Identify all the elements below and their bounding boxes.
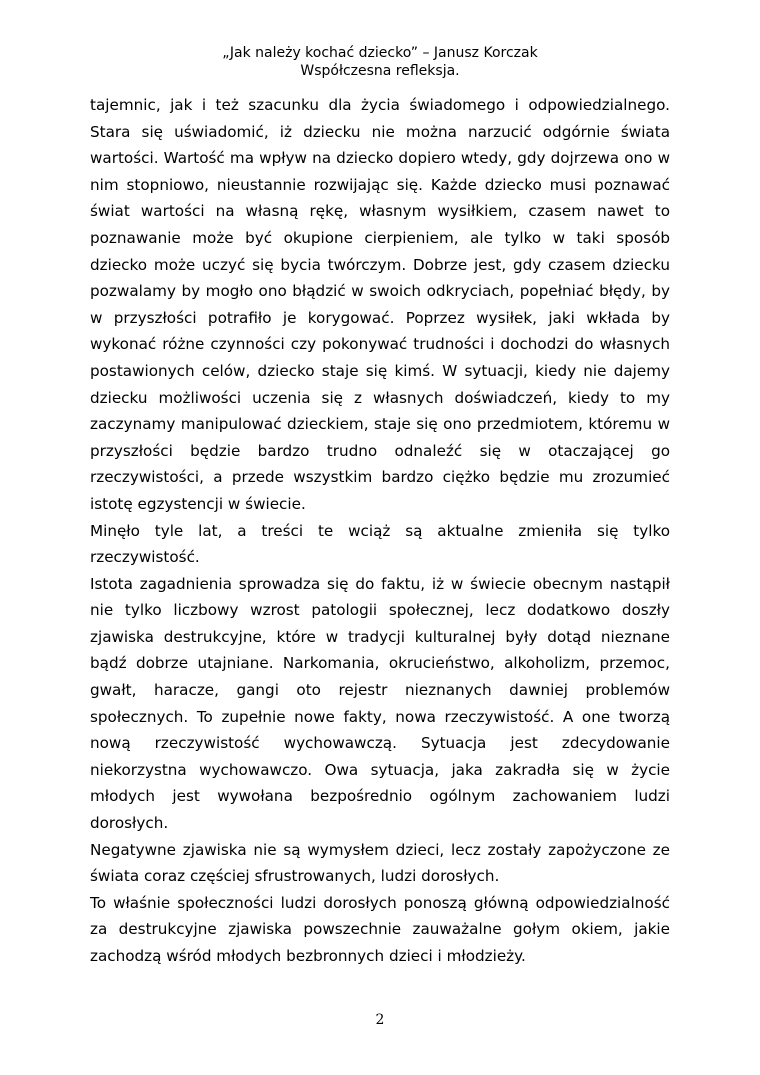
paragraph: Istota zagadnienia sprowadza się do faktu, iż w świecie obecnym nastąpił nie tylko liczbowy wzrost patologii społecznej, lecz dodatkowo doszły zjawiska destrukcyjne, które w tradycji kulturalnej były dotąd nieznane bądź dobrze utajniane. Narkomania, okrucieństwo, alkoholizm, przemoc, gwałt, haracze, gangi oto rejestr nieznanych dawniej problemów społecznych. To zupełnie nowe fakty, nowa rzeczywistość. A one tworzą nową rzeczywistość wychowawczą. Sytuacja jest zdecydowanie niekorzystna wychowawczo. Owa sytuacja, jaka zakradła się w życie młodych jest wywołana bezpośrednio ogólnym zachowaniem ludzi dorosłych. — [90, 574, 670, 833]
paragraph: tajemnic, jak i też szacunku dla życia świadomego i odpowiedzialnego. Stara się uświadomić, iż dziecku nie można narzucić odgórnie świata wartości. Wartość ma wpływ na dziecko dopiero wtedy, gdy dojrzewa ono w nim stopniowo, nieustannie rozwijając się. Każde dziecko musi poznawać świat wartości na własną rękę, własnym wysiłkiem, czasem nawet to poznawanie może być okupione cierpieniem, ale tylko w taki sposób dziecko może uczyć się bycia twórczym. Dobrze jest, gdy czasem dziecku pozwalamy by mogło ono błądzić w swoich odkryciach, popełniać błędy, by w przyszłości potrafiło je korygować. Poprzez wysiłek, jaki wkłada by wykonać różne czynności czy pokonywać trudności i dochodzi do własnych postawionych celów, dziecko staje się kimś. W sytuacji, kiedy nie dajemy dziecku możliwości uczenia się z własnych doświadczeń, kiedy to my zaczynamy manipulować dzieckiem, staje się ono przedmiotem, któremu w przyszłości będzie bardzo trudno odnaleźć się w otaczającej go rzeczywistości, a przede wszystkim bardzo ciężko będzie mu zrozumieć istotę egzystencji w świecie. — [90, 96, 670, 513]
paragraph: To właśnie społeczności ludzi dorosłych ponoszą główną odpowiedzialność za destrukcyjne zjawiska powszechnie zauważalne gołym okiem, jakie zachodzą wśród młodych bezbronnych dzieci i młodzieży. — [90, 893, 670, 965]
document-subtitle: Współczesna refleksja. — [300, 63, 460, 79]
page-header — [0, 44, 760, 80]
paragraph: Negatywne zjawiska nie są wymysłem dzieci, lecz zostały zapożyczone ze świata coraz częściej sfrustrowanych, ludzi dorosłych. — [90, 840, 670, 886]
paragraph: Minęło tyle lat, a treści te wciąż są aktualne zmieniła się tylko rzeczywistość. — [90, 521, 670, 567]
document-title: „Jak należy kochać dziecko” – Janusz Korczak — [222, 45, 538, 61]
page-number: 2 — [375, 1012, 385, 1028]
body-text — [90, 92, 670, 970]
